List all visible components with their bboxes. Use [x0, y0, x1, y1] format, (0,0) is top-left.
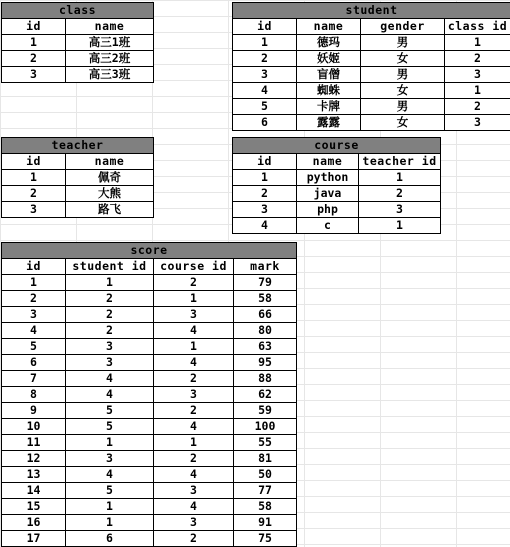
teacher-table: [1, 137, 154, 218]
column-header: student id: [66, 259, 154, 275]
table-cell: 5: [66, 483, 154, 499]
table-cell: 16: [2, 515, 66, 531]
table-cell: 2: [66, 307, 154, 323]
table-cell: 1: [233, 35, 297, 51]
column-header: name: [297, 154, 359, 170]
table-cell: 4: [2, 323, 66, 339]
table-cell: 10: [2, 419, 66, 435]
class-table-body: [2, 35, 154, 83]
table-cell: 佩奇: [66, 170, 154, 186]
table-row: [233, 51, 510, 67]
table-cell: 2: [233, 51, 297, 67]
table-cell: 3: [66, 355, 154, 371]
class-table-header-row: [2, 19, 154, 35]
student-table: [232, 2, 510, 131]
student-table-header-row: [233, 19, 510, 35]
table-cell: 1: [154, 339, 234, 355]
table-row: [2, 531, 297, 547]
table-cell: 1: [2, 35, 66, 51]
table-cell: c: [297, 218, 359, 234]
table-cell: 1: [66, 435, 154, 451]
table-row: [2, 515, 297, 531]
table-row: [2, 419, 297, 435]
table-cell: 2: [154, 451, 234, 467]
table-cell: 高三3班: [66, 67, 154, 83]
table-cell: 3: [66, 451, 154, 467]
column-header: course id: [154, 259, 234, 275]
table-cell: 大熊: [66, 186, 154, 202]
column-header: id: [2, 19, 66, 35]
table-row: [2, 435, 297, 451]
table-cell: 77: [234, 483, 297, 499]
table-cell: 5: [233, 99, 297, 115]
table-cell: 88: [234, 371, 297, 387]
table-cell: 75: [234, 531, 297, 547]
table-cell: python: [297, 170, 359, 186]
table-cell: 4: [66, 387, 154, 403]
table-row: [233, 83, 510, 99]
table-cell: 1: [445, 83, 510, 99]
table-cell: 女: [361, 83, 445, 99]
table-cell: 卡牌: [297, 99, 361, 115]
table-row: [2, 467, 297, 483]
table-cell: 95: [234, 355, 297, 371]
table-cell: 79: [234, 275, 297, 291]
table-cell: 路飞: [66, 202, 154, 218]
table-cell: 3: [66, 339, 154, 355]
table-cell: 14: [2, 483, 66, 499]
table-cell: 高三2班: [66, 51, 154, 67]
table-cell: 2: [233, 186, 297, 202]
table-row: [2, 202, 154, 218]
table-cell: 1: [154, 435, 234, 451]
table-cell: java: [297, 186, 359, 202]
table-row: [2, 186, 154, 202]
table-cell: 1: [2, 170, 66, 186]
score-table-body: [2, 275, 297, 547]
table-cell: 11: [2, 435, 66, 451]
table-cell: 15: [2, 499, 66, 515]
table-cell: 3: [359, 202, 441, 218]
column-header: mark: [234, 259, 297, 275]
table-row: [2, 275, 297, 291]
table-cell: 62: [234, 387, 297, 403]
table-cell: 3: [2, 307, 66, 323]
course-table-title: course: [233, 138, 441, 154]
column-header: id: [2, 259, 66, 275]
table-cell: 德玛: [297, 35, 361, 51]
table-cell: 63: [234, 339, 297, 355]
column-header: name: [66, 154, 154, 170]
course-table-body: [233, 170, 441, 234]
table-row: [2, 67, 154, 83]
table-cell: 13: [2, 467, 66, 483]
table-cell: 高三1班: [66, 35, 154, 51]
table-cell: php: [297, 202, 359, 218]
table-cell: 2: [66, 323, 154, 339]
teacher-table-body: [2, 170, 154, 218]
table-cell: 4: [233, 83, 297, 99]
table-cell: 男: [361, 35, 445, 51]
table-cell: 3: [154, 307, 234, 323]
table-row: [233, 218, 441, 234]
table-cell: 2: [445, 99, 510, 115]
column-header: teacher id: [359, 154, 441, 170]
score-table-title: score: [2, 243, 297, 259]
table-row: [2, 51, 154, 67]
table-cell: 蜘蛛: [297, 83, 361, 99]
table-row: [2, 403, 297, 419]
table-cell: 6: [233, 115, 297, 131]
table-row: [2, 387, 297, 403]
column-header: id: [233, 19, 297, 35]
table-cell: 5: [2, 339, 66, 355]
table-cell: 2: [154, 531, 234, 547]
table-cell: 81: [234, 451, 297, 467]
column-header: id: [2, 154, 66, 170]
table-cell: 4: [233, 218, 297, 234]
table-row: [2, 451, 297, 467]
table-cell: 1: [233, 170, 297, 186]
table-row: [233, 67, 510, 83]
table-cell: 1: [154, 291, 234, 307]
table-cell: 4: [154, 467, 234, 483]
table-cell: 3: [233, 67, 297, 83]
table-row: [2, 355, 297, 371]
table-row: [233, 99, 510, 115]
table-row: [233, 170, 441, 186]
table-row: [233, 186, 441, 202]
table-cell: 8: [2, 387, 66, 403]
table-row: [233, 115, 510, 131]
table-cell: 男: [361, 67, 445, 83]
table-cell: 1: [66, 499, 154, 515]
table-cell: 1: [445, 35, 510, 51]
column-header: id: [233, 154, 297, 170]
table-cell: 50: [234, 467, 297, 483]
table-cell: 4: [154, 323, 234, 339]
table-cell: 2: [2, 186, 66, 202]
table-cell: 3: [445, 67, 510, 83]
table-cell: 100: [234, 419, 297, 435]
table-cell: 4: [154, 499, 234, 515]
table-cell: 2: [154, 371, 234, 387]
table-cell: 1: [66, 275, 154, 291]
table-cell: 58: [234, 291, 297, 307]
table-cell: 4: [66, 467, 154, 483]
table-cell: 80: [234, 323, 297, 339]
student-table-title: student: [233, 3, 510, 19]
table-row: [2, 323, 297, 339]
score-table-header-row: [2, 259, 297, 275]
table-cell: 3: [2, 202, 66, 218]
table-cell: 3: [154, 483, 234, 499]
table-row: [2, 35, 154, 51]
table-cell: 17: [2, 531, 66, 547]
column-header: class id: [445, 19, 510, 35]
class-table: [1, 2, 154, 83]
table-cell: 4: [154, 355, 234, 371]
table-cell: 6: [2, 355, 66, 371]
table-cell: 露露: [297, 115, 361, 131]
table-cell: 2: [2, 291, 66, 307]
table-row: [2, 291, 297, 307]
table-cell: 2: [2, 51, 66, 67]
table-cell: 2: [154, 403, 234, 419]
table-row: [2, 339, 297, 355]
table-cell: 3: [445, 115, 510, 131]
table-cell: 58: [234, 499, 297, 515]
table-cell: 2: [66, 291, 154, 307]
table-cell: 男: [361, 99, 445, 115]
table-cell: 妖姬: [297, 51, 361, 67]
table-row: [233, 35, 510, 51]
teacher-table-title: teacher: [2, 138, 154, 154]
table-cell: 5: [66, 403, 154, 419]
table-cell: 66: [234, 307, 297, 323]
column-header: gender: [361, 19, 445, 35]
table-cell: 2: [154, 275, 234, 291]
table-cell: 1: [359, 218, 441, 234]
table-cell: 5: [66, 419, 154, 435]
table-cell: 12: [2, 451, 66, 467]
table-cell: 2: [359, 186, 441, 202]
teacher-table-header-row: [2, 154, 154, 170]
column-header: name: [66, 19, 154, 35]
table-cell: 4: [154, 419, 234, 435]
table-row: [233, 202, 441, 218]
table-cell: 3: [2, 67, 66, 83]
table-cell: 1: [66, 515, 154, 531]
column-header: name: [297, 19, 361, 35]
class-table-title: class: [2, 3, 154, 19]
table-cell: 4: [66, 371, 154, 387]
table-row: [2, 483, 297, 499]
table-row: [2, 371, 297, 387]
table-row: [2, 170, 154, 186]
student-table-body: [233, 35, 510, 131]
table-cell: 女: [361, 51, 445, 67]
table-cell: 6: [66, 531, 154, 547]
table-cell: 7: [2, 371, 66, 387]
table-cell: 3: [233, 202, 297, 218]
course-table-header-row: [233, 154, 441, 170]
table-cell: 2: [445, 51, 510, 67]
table-cell: 1: [359, 170, 441, 186]
table-cell: 59: [234, 403, 297, 419]
table-cell: 9: [2, 403, 66, 419]
table-cell: 3: [154, 387, 234, 403]
table-cell: 3: [154, 515, 234, 531]
table-row: [2, 307, 297, 323]
table-cell: 91: [234, 515, 297, 531]
score-table: [1, 242, 297, 547]
table-cell: 女: [361, 115, 445, 131]
table-row: [2, 499, 297, 515]
table-cell: 盲僧: [297, 67, 361, 83]
course-table: [232, 137, 441, 234]
table-cell: 1: [2, 275, 66, 291]
table-cell: 55: [234, 435, 297, 451]
